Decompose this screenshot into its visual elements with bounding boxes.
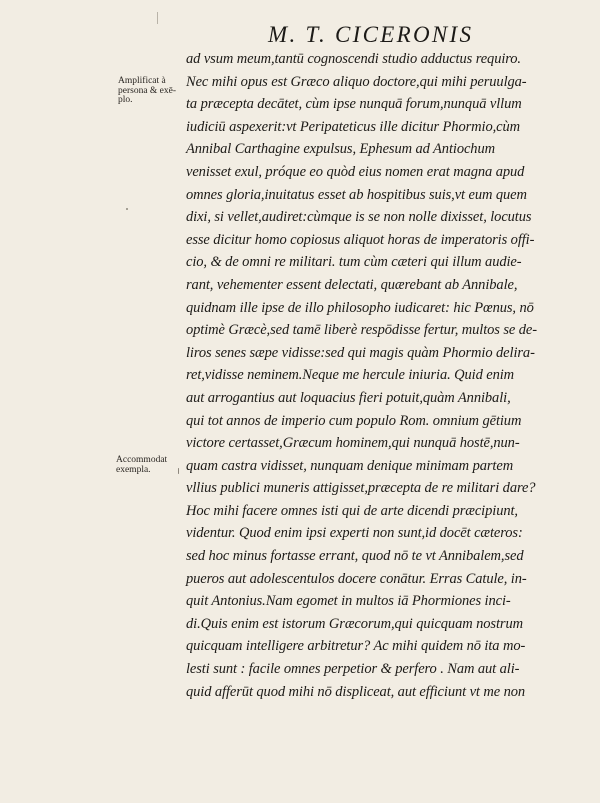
text-line: ta præcepta decātet, cùm ipse nunquā forum,nunquā vllum [186, 96, 522, 113]
text-line: quid afferūt quod mihi nō displiceat, aut efficiunt vt me non [186, 683, 526, 700]
text-line: pueros aut adolescentulos docere conātur. Erras Catule, in- [186, 570, 527, 587]
text-line: qui tot annos de imperio cum populo Rom. omnium gētium [186, 412, 522, 429]
page-edge-mark [157, 12, 158, 24]
text-line: di.Quis enim est istorum Græcorum,qui quicquam nostrum [186, 615, 523, 632]
margin-note-line: persona & exē- [118, 85, 177, 96]
text-line: ad vsum meum,tantū cognoscendi studio adductus requiro. [186, 51, 521, 67]
text-line: victore certasset,Græcum hominem,qui nunquā hostē,nun- [186, 435, 520, 452]
margin-note-line: Accommodat [116, 455, 168, 465]
text-line: lesti sunt : facile omnes perpetior & perfero . Nam aut ali- [186, 661, 520, 678]
text-line: optimè Græcè,sed tamē liberè respōdisse fertur, multos se de- [186, 322, 537, 339]
text-line: sed hoc minus fortasse errant, quod nō te vt Annibalem,sed [186, 548, 524, 565]
running-head: M. T. CICERONIS [268, 22, 474, 47]
margin-note-line: exempla. [116, 464, 151, 475]
text-line: quidnam ille ipse de illo philosopho iudicaret: hic Pœnus, nō [186, 299, 534, 316]
paper-speck [126, 208, 128, 210]
margin-note-accommodat [116, 456, 167, 475]
text-line: ret,vidisse neminem.Neque me hercule iniuria. Quid enim [186, 367, 515, 384]
margin-note-line: Amplificat à [118, 76, 166, 86]
text-line: quicquam intelligere arbitretur? Ac mihi quidem nō ita mo- [186, 638, 526, 655]
paper-speck [178, 468, 179, 474]
text-line: venisset exul, próque eo quòd eius nomen erat magna apud [186, 163, 525, 180]
text-line: quam castra vidisset, nunquam denique minimam partem [186, 457, 514, 474]
text-line: vllius publici muneris attigisset,præcepta de re militari dare? [186, 480, 536, 497]
text-line: videntur. Quod enim ipsi experti non sunt,id docēt cæteros: [186, 525, 523, 542]
text-line: dixi, si vellet,audiret:cùmque is se non nolle dixisset, locutus [186, 209, 532, 226]
text-line: quit Antonius.Nam egomet in multos iā Phormiones inci- [186, 593, 511, 610]
text-line: esse dicitur homo copiosus aliquot horas de imperatoris offi- [186, 231, 535, 248]
margin-note-line: plo. [118, 95, 133, 105]
text-line: aut arrogantius aut loquacius fieri potuit,quàm Annibali, [186, 389, 511, 406]
text-line: rant, vehementer essent delectati, quærebant ab Annibale, [186, 276, 518, 293]
body-text [186, 48, 586, 703]
text-line: Annibal Carthagine expulsus, Ephesum ad Antiochum [186, 141, 495, 158]
text-line: omnes gloria,inuitatus esset ab hospitibus suis,vt eum quem [186, 186, 527, 203]
text-line: Nec mihi opus est Græco aliquo doctore,qui mihi peruulga- [186, 73, 527, 90]
text-line: Hoc mihi facere omnes isti qui de arte dicendi præcipiunt, [186, 502, 518, 519]
text-line: liros senes sæpe vidisse:sed qui magis quàm Phormio delira- [186, 344, 535, 361]
text-line: cio, & de omni re militari. tum cùm cæteri qui illum audie- [186, 254, 522, 271]
margin-note-amplificat [118, 77, 176, 106]
text-line: iudiciū aspexerit:vt Peripateticus ille dicitur Phormio,cùm [186, 118, 520, 135]
